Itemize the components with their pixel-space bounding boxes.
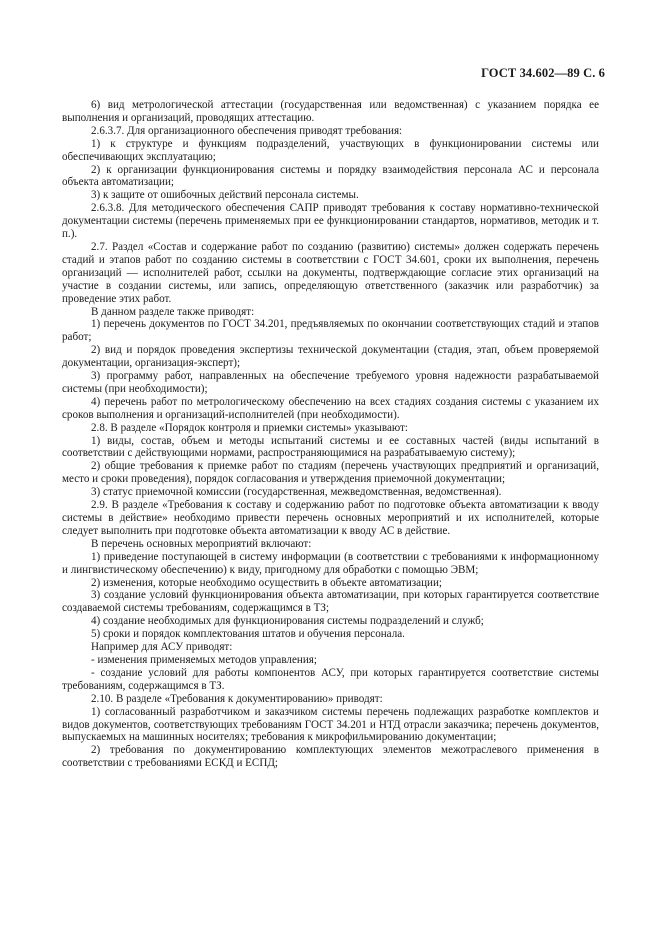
paragraph: 6) вид метрологической аттестации (государственная или ведомственная) с указанием порядка ее выполнения и организаций, проводящих аттестацию. [62, 99, 599, 124]
paragraph: 3) создание условий функционирования объекта автоматизации, при которых гарантируется соответствие создаваемой системы требованиям, содержащимся в ТЗ; [62, 589, 599, 615]
paragraph: 4) создание необходимых для функционирования системы подразделений и служб; [91, 615, 484, 628]
paragraph: 2.10. В разделе «Требования к документированию» приводят: [91, 692, 383, 705]
paragraph: 2) вид и порядок проведения экспертизы технической документации (стадия, этап, объем проверяемой документации, организация-эксперт); [62, 344, 599, 370]
paragraph: Например для АСУ приводят: [91, 641, 233, 654]
paragraph: 2.6.3.7. Для организационного обеспечения приводят требования: [91, 124, 403, 137]
paragraph: 1) к структуре и функциям подразделений, участвующих в функционировании системы или обеспечивающих эксплуатацию; [62, 137, 599, 163]
paragraph: 2) к организации функционирования системы и порядку взаимодействия персонала АС и персонала объекта автоматизации; [62, 163, 599, 189]
paragraph: 1) согласованный разработчиком и заказчиком системы перечень подлежащих разработке комплектов и видов документов, соответствующих требованиям ГОСТ 34.201 и НТД отрасли заказчика; перечень документов, выпускаемых на машинных носителях; требования к микрофильмированию документации; [62, 705, 599, 744]
paragraph: 3) статус приемочной комиссии (государственная, межведомственная, ведомственная). [91, 486, 502, 499]
paragraph: 2.7. Раздел «Состав и содержание работ по созданию (развитию) системы» должен содержать перечень стадий и этапов работ по созданию системы в соответствии с ГОСТ 34.601, сроки их выполнения, перечень организаций — исполнителей работ, ссылки на документы, подтверждающие согласие этих организаций на участие в создании системы, или запись, определяющую ответственного (заказчик или разработчик) за проведение этих работ. [62, 240, 599, 305]
document-body [62, 99, 599, 770]
paragraph: 2) требования по документированию комплектующих элементов межотраслевого применения в соответствии с требованиями ЕСКД и ЕСПД; [62, 744, 599, 770]
paragraph: В перечень основных мероприятий включают: [91, 537, 312, 550]
paragraph: В данном разделе также приводят: [91, 305, 255, 318]
paragraph: 2.9. В разделе «Требования к составу и содержанию работ по подготовке объекта автоматизации к вводу системы в действие» необходимо привести перечень основных мероприятий и их исполнителей, которые следует выполнить при подготовке объекта автоматизации к вводу АС в действие. [62, 499, 599, 537]
paragraph: 2.8. В разделе «Порядок контроля и приемки системы» указывают: [91, 421, 408, 434]
paragraph: 2) изменения, которые необходимо осуществить в объекте автоматизации; [91, 576, 442, 589]
paragraph: - изменения применяемых методов управления; [91, 653, 317, 666]
paragraph: 2.6.3.8. Для методического обеспечения САПР приводят требования к составу нормативно-технической документации системы (перечень применяемых при ее функционировании стандартов, нормативов, методик и т. п.). [62, 202, 599, 241]
paragraph: 4) перечень работ по метрологическому обеспечению на всех стадиях создания системы с указанием их сроков выполнения и организаций-исполнителей (при необходимости). [62, 395, 599, 421]
paragraph: 5) сроки и порядок комплектования штатов и обучения персонала. [91, 628, 405, 641]
paragraph: 2) общие требования к приемке работ по стадиям (перечень участвующих предприятий и организаций, место и сроки проведения), порядок согласования и утверждения приемочной документации; [62, 460, 599, 486]
paragraph: 3) программу работ, направленных на обеспечение требуемого уровня надежности разрабатываемой системы (при необходимости); [62, 370, 599, 395]
page-header: ГОСТ 34.602—89 С. 6 [481, 66, 605, 80]
paragraph: 1) перечень документов по ГОСТ 34.201, предъявляемых по окончании соответствующих стадий и этапов работ; [62, 318, 599, 344]
paragraph: - создание условий для работы компонентов АСУ, при которых гарантируется соответствие системы требованиям, содержащимся в ТЗ. [62, 666, 599, 692]
paragraph: 3) к защите от ошибочных действий персонала системы. [91, 189, 359, 202]
paragraph: 1) приведение поступающей в систему информации (в соответствии с требованиями к информационному и лингвистическому обеспечению) к виду, пригодному для обработки с помощью ЭВМ; [62, 550, 599, 576]
paragraph: 1) виды, состав, объем и методы испытаний системы и ее составных частей (виды испытаний в соответствии с действующими нормами, распространяющимися на разрабатываемую систему); [62, 434, 599, 460]
